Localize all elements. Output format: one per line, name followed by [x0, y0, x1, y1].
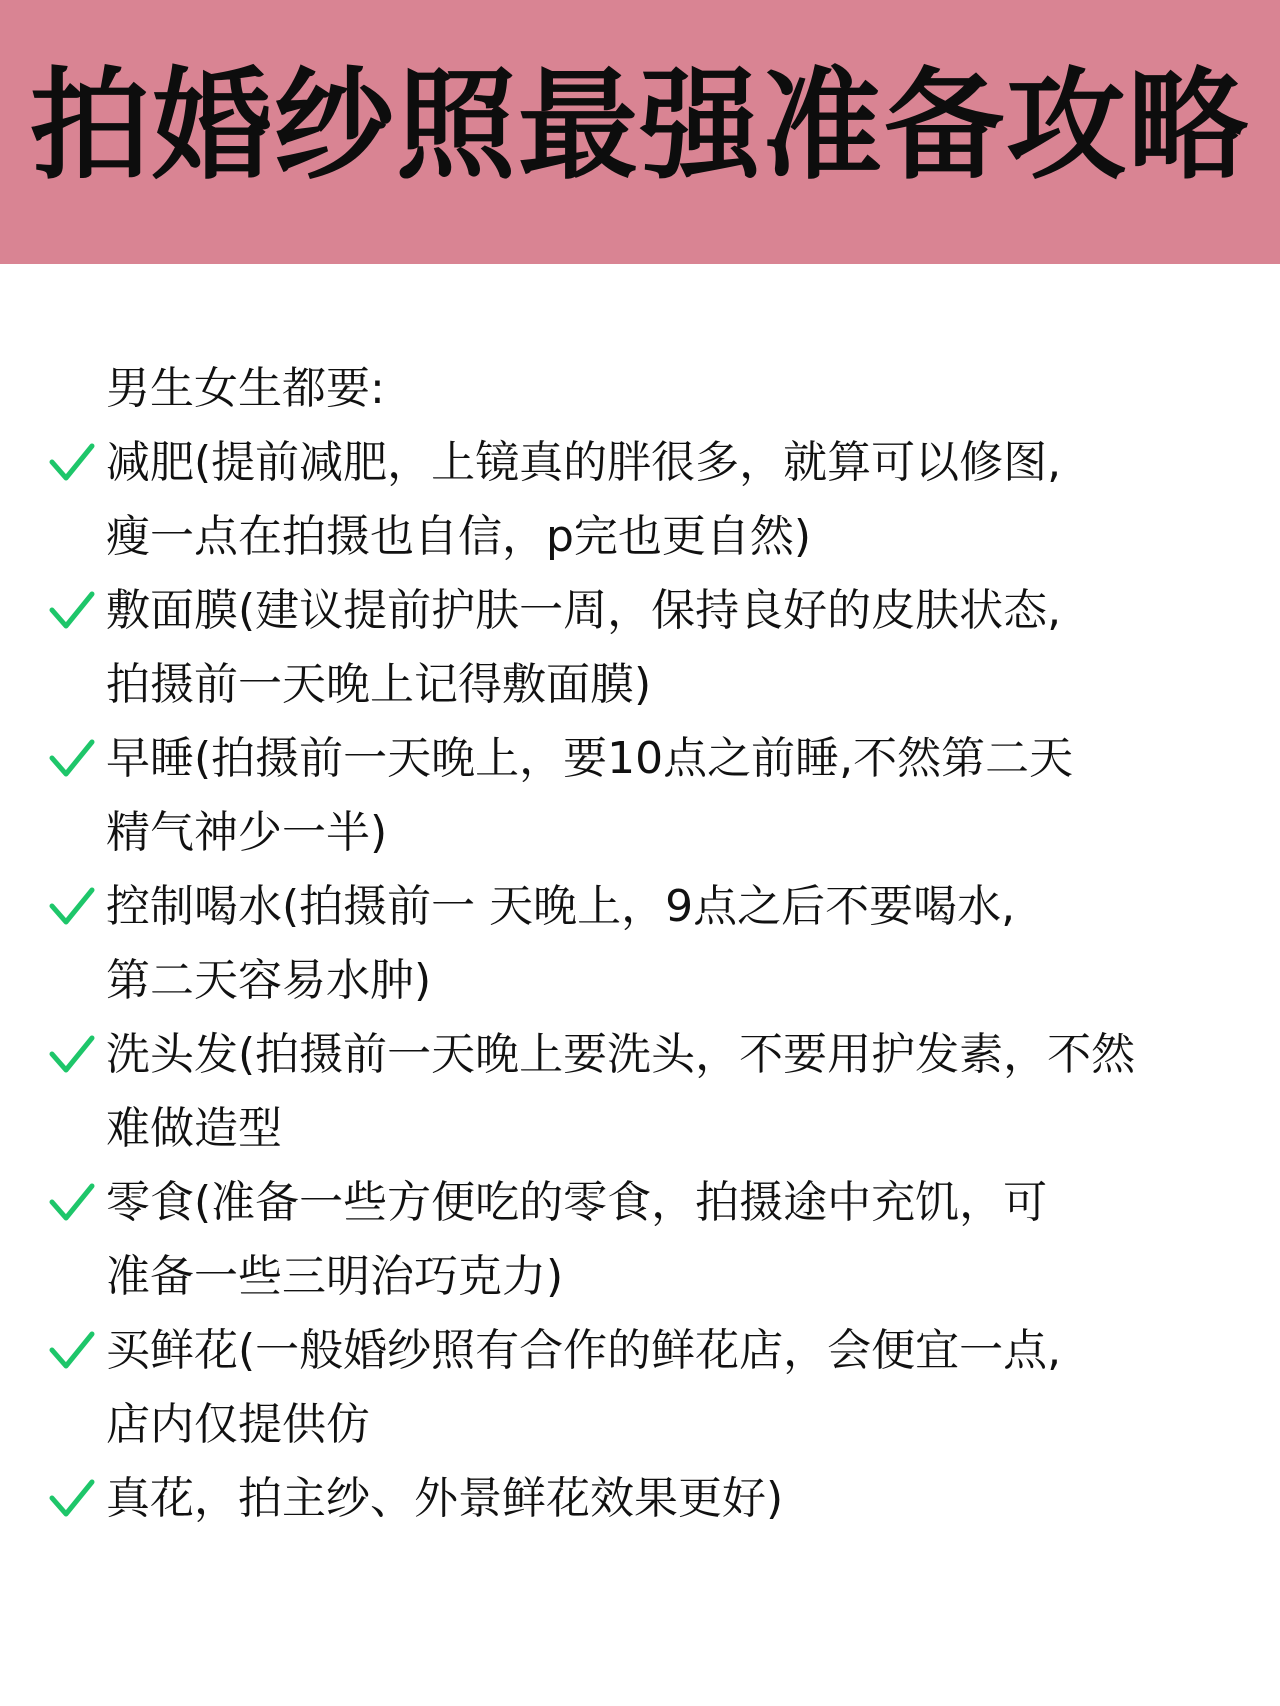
item-text-line: 难做造型 [106, 1103, 282, 1154]
item-text-line: 早睡(拍摄前一天晚上，要10点之前睡,不然第二天 [106, 733, 1074, 784]
check-icon [48, 1472, 96, 1522]
item-text-line: 零食(准备一些方便吃的零食，拍摄途中充饥，可 [106, 1177, 1048, 1228]
check-icon [48, 436, 96, 486]
item-text-line: 准备一些三明治巧克力) [106, 1251, 564, 1302]
check-icon [48, 732, 96, 782]
page-title: 拍婚纱照最强准备攻略 [30, 57, 1250, 196]
item-text-line: 真花，拍主纱、外景鲜花效果更好) [106, 1473, 784, 1524]
item-text-line: 控制喝水(拍摄前一 天晚上，9点之后不要喝水, [106, 881, 1016, 932]
item-text-line: 店内仅提供仿 [106, 1399, 370, 1450]
item-text-line: 买鲜花(一般婚纱照有合作的鲜花店，会便宜一点, [106, 1325, 1062, 1376]
check-icon [48, 584, 96, 634]
check-icon [48, 880, 96, 930]
item-text-line: 敷面膜(建议提前护肤一周，保持良好的皮肤状态, [106, 585, 1062, 636]
item-text-line: 瘦一点在拍摄也自信，p完也更自然) [106, 511, 812, 562]
item-text-line: 拍摄前一天晚上记得敷面膜) [106, 659, 652, 710]
check-icon [48, 1176, 96, 1226]
item-text-line: 减肥(提前减肥，上镜真的胖很多，就算可以修图, [106, 437, 1062, 488]
item-text-line: 第二天容易水肿) [106, 955, 432, 1006]
intro-text: 男生女生都要: [106, 363, 385, 414]
check-icon [48, 1028, 96, 1078]
title-banner [0, 0, 1280, 264]
check-icon [48, 1324, 96, 1374]
item-text-line: 精气神少一半) [106, 807, 388, 858]
item-text-line: 洗头发(拍摄前一天晚上要洗头，不要用护发素，不然 [106, 1029, 1136, 1080]
